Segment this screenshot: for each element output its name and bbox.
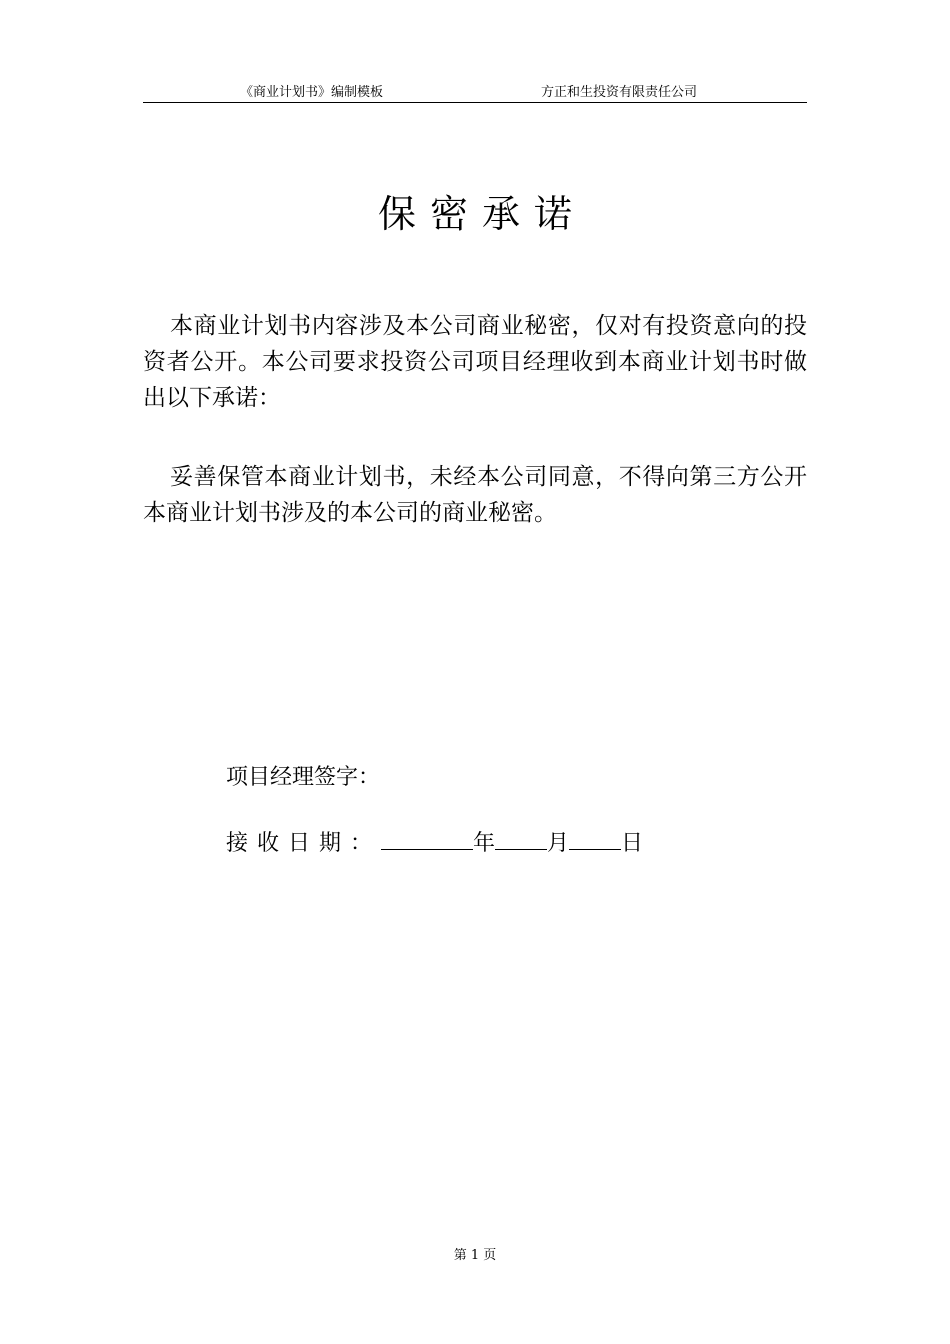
document-title: 保密承诺 (377, 192, 586, 236)
year-blank (381, 827, 473, 850)
receipt-date-label: 接收日期： (226, 831, 382, 856)
receipt-date-row (226, 827, 643, 861)
confidentiality-paragraph: 本商业计划书内容涉及本公司商业秘密，仅对有投资意向的投资者公开。本公司要求投资公司项目经理收到本商业计划书时做出以下承诺： (143, 313, 807, 411)
header-template-title: 《商业计划书》编制模板 (240, 85, 384, 100)
year-unit: 年 (473, 831, 496, 856)
commitment-paragraph: 妥善保管本商业计划书，未经本公司同意，不得向第三方公开本商业计划书涉及的本公司的商业秘密。 (143, 464, 807, 526)
header-company-name: 方正和生投资有限责任公司 (541, 85, 698, 100)
month-unit: 月 (547, 831, 570, 856)
page-header (143, 84, 807, 103)
manager-signature-label: 项目经理签字： (226, 765, 381, 790)
page-number: 第 1 页 (453, 1248, 497, 1263)
day-unit: 日 (621, 831, 644, 856)
day-blank (569, 827, 621, 850)
month-blank (495, 827, 547, 850)
